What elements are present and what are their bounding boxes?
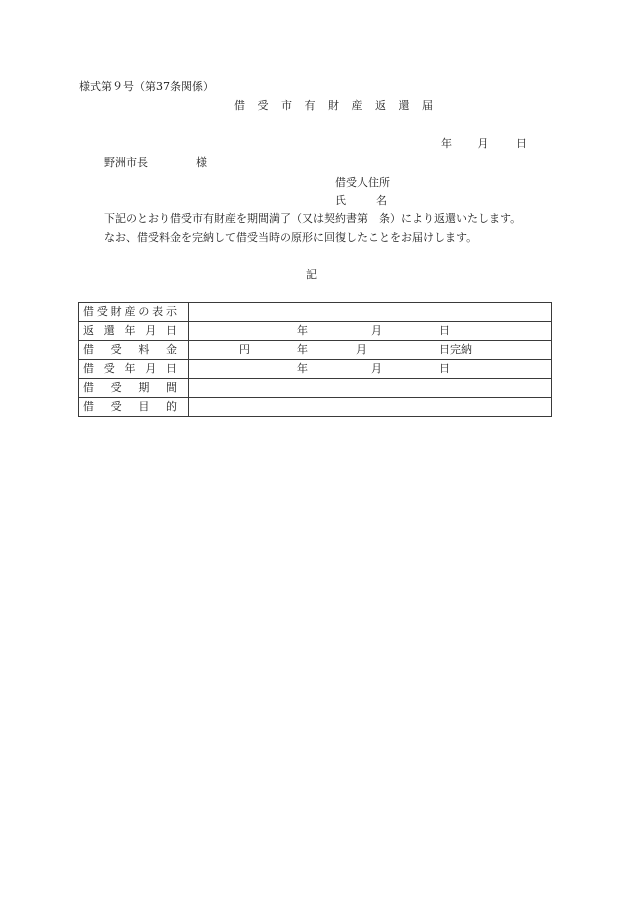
label-char: 借 [83,400,94,413]
label-char: 借 [83,343,94,356]
row-value [189,379,552,398]
row-label [79,360,189,379]
value-day: 日完納 [439,343,472,356]
row-label [79,303,189,322]
value-month: 月 [356,343,367,356]
row-value [189,398,552,417]
table-row [79,398,552,417]
table-row [79,341,552,360]
label-char: 日 [166,362,177,375]
value-year: 年 [297,324,308,337]
row-label-text [83,341,177,359]
table-row [79,379,552,398]
row-label-text [83,398,177,416]
addressee [104,157,207,168]
borrower-name-label [335,195,387,206]
label-char: 財 [110,305,122,318]
label-char: 受 [103,362,115,375]
label-char: 借 [83,381,94,394]
label-char: 目 [138,400,150,413]
row-value [189,341,552,360]
row-value [189,303,552,322]
label-char: 示 [165,305,177,318]
label-char: の [138,305,150,318]
detail-table [78,302,552,417]
label-char: 料 [138,343,150,356]
value-month: 月 [371,324,382,337]
row-label-text [83,303,177,321]
date-day: 日 [516,137,527,150]
document-title: 借 受 市 有 財 産 返 還 届 [234,99,438,112]
row-label-text [83,379,177,397]
label-char: 月 [145,362,157,375]
table-row [79,322,552,341]
label-char: 表 [152,305,164,318]
label-char: 金 [165,343,177,356]
label-char: 還 [103,324,115,337]
addressee-honorific: 様 [196,156,207,169]
addressee-name: 野洲市長 [104,156,148,169]
label-char: 月 [145,324,157,337]
label-char: 受 [110,343,122,356]
body-text-line-2: なお、借受料金を完納して借受当時の原形に回復したことをお届けします。 [104,231,478,244]
row-value [189,322,552,341]
label-char: 受 [110,381,122,394]
value-day: 日 [439,324,450,337]
row-label [79,379,189,398]
form-number: 様式第９号（第37条関係） [79,80,214,93]
ki-heading: 記 [306,268,317,281]
label-char: 間 [165,381,177,394]
row-label [79,341,189,360]
value-month: 月 [371,362,382,375]
label-char: 借 [83,362,94,375]
table-row [79,360,552,379]
label-char: 産 [124,305,136,318]
value-yen: 円 [239,343,250,356]
table-row [79,303,552,322]
label-char: 年 [124,362,136,375]
borrower-name-char-1: 氏 [335,194,346,207]
borrower-name-char-2: 名 [376,194,387,207]
date-month: 月 [477,137,489,150]
row-label-text [83,360,177,378]
value-day: 日 [439,362,450,375]
body-text-line-1: 下記のとおり借受市有財産を期間満了（又は契約書第 条）により返還いたします。 [104,212,522,225]
label-char: 日 [166,324,177,337]
date-year: 年 [441,137,452,150]
row-value [189,360,552,379]
label-char: 年 [124,324,136,337]
borrower-address-label: 借受人住所 [335,176,390,189]
value-year: 年 [297,362,308,375]
label-char: 的 [165,400,177,413]
label-char: 受 [110,400,122,413]
label-char: 受 [96,305,108,318]
label-char: 返 [83,324,94,337]
label-char: 借 [83,305,94,318]
row-label-text [83,322,177,340]
row-label [79,322,189,341]
date-line [441,138,527,149]
label-char: 期 [138,381,150,394]
value-year: 年 [297,343,308,356]
row-label [79,398,189,417]
